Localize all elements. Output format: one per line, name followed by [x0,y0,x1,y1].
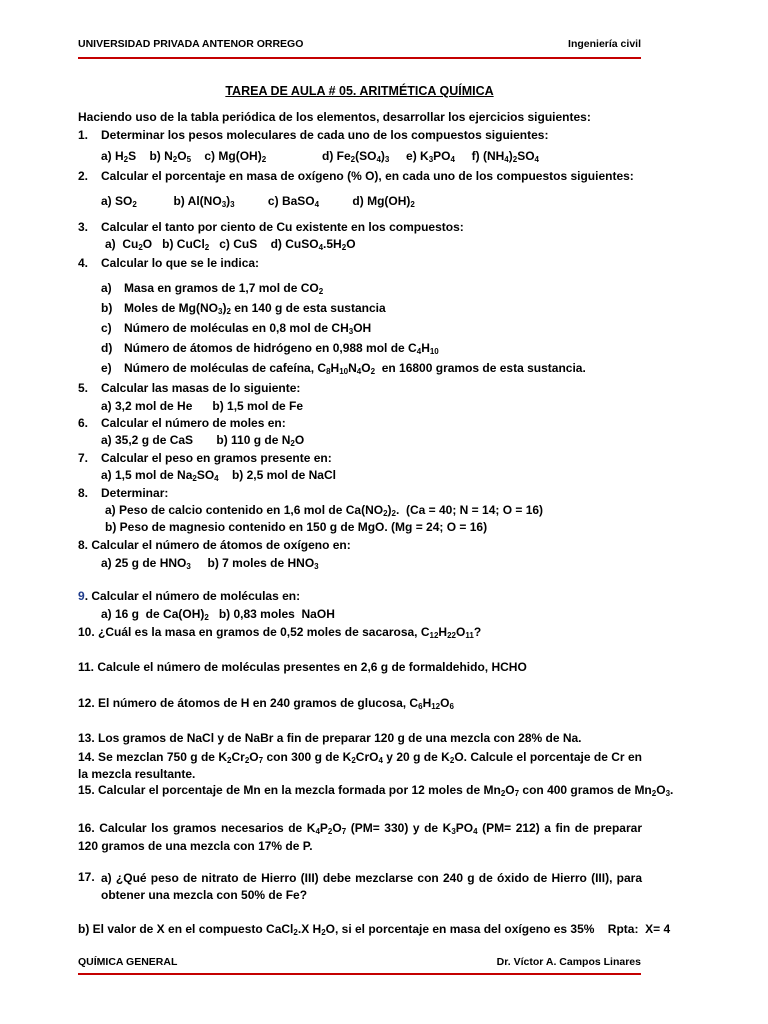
exercise-3-number: 3. [78,220,89,234]
exercise-9-label: . Calcular el número de moléculas en: [84,589,301,603]
exercise-12-text: 12. El número de átomos de H en 240 gramos de glucosa, $C_6H_{12}O_6$ [78,696,454,711]
page-footer [78,956,641,968]
exercise-4a-text: Masa en gramos de 1,7 mol de $CO_2$ [124,281,324,296]
exercise-4b-letter: b) [101,301,113,315]
exercise-4d-letter: d) [101,341,113,355]
exercise-7-text: Calcular el peso en gramos presente en: [101,451,332,465]
exercise-4a-letter: a) [101,281,112,295]
exercise-4d-text: Número de átomos de hidrógeno en 0,988 mol de $C_4H_{10}$ [124,341,439,356]
exercise-6-text: Calcular el número de moles en: [101,416,286,430]
career-name: Ingeniería civil [568,38,641,50]
exercise-17b-text: b) El valor de X en el compuesto CaCl$_2$.X $H_2O$, si el porcentaje en masa del oxígeno es 35% Rpta: X= 4 [78,922,671,937]
exercise-8a-text: a) Peso de calcio contenido en 1,6 mol de $Ca(NO_2)_2$. (Ca = 40; N = 14; O = 16) [105,503,544,518]
footer-rule [78,973,641,975]
exercise-3-options: a) $Cu_2O$ b) CuCl$_2$ c) CuS d) $CuSO_4.5H_2O$ [105,237,356,252]
exercise-4-text: Calcular lo que se le indica: [101,256,260,270]
exercise-14-text: 14. Se mezclan 750 g de $K_2Cr_2O_7$ con 300 g de $K_2CrO_4$ y 20 g de $K_2O$. Calcule el porcentaje de Cr en la mezcla resultante. [78,750,642,781]
author-name: Dr. Víctor A. Campos Linares [496,956,641,968]
exercise-4e-letter: e) [101,361,112,375]
exercise-7-options: a) 1,5 mol de $Na_2SO_4$ b) 2,5 mol de NaCl [101,468,336,483]
intro-text: Haciendo uso de la tabla periódica de los elementos, desarrollar los ejercicios siguientes: [78,110,591,124]
exercise-8-text: Determinar: [101,486,169,500]
exercise-9-options: a) 16 g de $Ca(OH)_2$ b) 0,83 moles NaOH [101,607,335,622]
exercise-17-number: 17. [78,870,95,884]
exercise-4-number: 4. [78,256,89,270]
exercise-3-text: Calcular el tanto por ciento de Cu existente en los compuestos: [101,220,464,234]
exercise-1-text: Determinar los pesos moleculares de cada uno de los compuestos siguientes: [101,128,549,142]
exercise-9-number: 9 [78,589,85,603]
exercise-9-text [78,589,300,603]
exercise-15-text: 15. Calcular el porcentaje de Mn en la mezcla formada por 12 moles de $Mn_2O_7$ con 400 gramos de $Mn_2O_3$. [78,783,674,798]
exercise-8-second-text: 8. Calcular el número de átomos de oxígeno en: [78,538,351,552]
exercise-5-options: a) 3,2 mol de He b) 1,5 mol de Fe [101,399,304,413]
exercise-2-options: a) $SO_2$ b) $Al(NO_3)_3$ c) BaSO$_4$ d) $Mg(OH)_2$ [101,194,415,209]
exercise-6-number: 6. [78,416,89,430]
exercise-11-text: 11. Calcule el número de moléculas presentes en 2,6 g de formaldehido, HCHO [78,660,527,674]
header-rule [78,57,641,59]
exercise-4c-text: Número de moléculas en 0,8 mol de $CH_3OH$ [124,321,372,336]
exercise-4b-text: Moles de $Mg(NO_3)_2$ en 140 g de esta sustancia [124,301,386,316]
exercise-16-text: 16. Calcular los gramos necesarios de $K_4P_2O_7$ (PM= 330) y de $K_3PO_4$ (PM= 212) a fin de preparar 120 gramos de una mezcla con 17% de P. [78,821,642,853]
exercise-4c-letter: c) [101,321,112,335]
exercise-17a-text: a) ¿Qué peso de nitrato de Hierro (III) debe mezclarse con 240 g de óxido de Hierro (III), para obtener una mezcla con 50% de Fe? [101,871,642,902]
university-name: UNIVERSIDAD PRIVADA ANTENOR ORREGO [78,38,304,50]
course-name: QUÍMICA GENERAL [78,956,178,968]
exercise-6-options: a) 35,2 g de CaS b) 110 g de $N_2O$ [101,433,305,448]
exercise-8-number: 8. [78,486,89,500]
exercise-1-options-2: d) $Fe_2(SO_4)_3$ e) $K_3PO_4$ f) $(NH_4)_2SO_4$ [322,149,539,164]
exercise-10-text: 10. ¿Cuál es la masa en gramos de 0,52 moles de sacarosa, $C_{12}H_{22}O_{11}$? [78,625,482,640]
exercise-8-second-options: a) 25 g de $HNO_3$ b) 7 moles de $HNO_3$ [101,556,319,571]
exercise-4e-text: Número de moléculas de cafeína, $C_8H_{10}N_4O_2$ en 16800 gramos de esta sustancia. [124,361,586,376]
exercise-2-text: Calcular el porcentaje en masa de oxígeno (% O), en cada uno de los compuestos siguientes: [101,169,634,183]
exercise-7-number: 7. [78,451,89,465]
exercise-13-text: 13. Los gramos de NaCl y de NaBr a fin de preparar 120 g de una mezcla con 28% de Na. [78,731,582,745]
exercise-5-number: 5. [78,381,89,395]
exercise-1-options: a) $H_2S$ b) $N_2O_5$ c) $Mg(OH)_2$ [101,149,267,164]
exercise-5-text: Calcular las masas de lo siguiente: [101,381,301,395]
page-title: TAREA DE AULA # 05. ARITMÉTICA QUÍMICA [225,84,494,98]
page-header [78,38,641,50]
exercise-8b-text: b) Peso de magnesio contenido en 150 g de MgO. (Mg = 24; O = 16) [105,520,488,534]
exercise-2-number: 2. [78,169,89,183]
exercise-1-number: 1. [78,128,89,142]
